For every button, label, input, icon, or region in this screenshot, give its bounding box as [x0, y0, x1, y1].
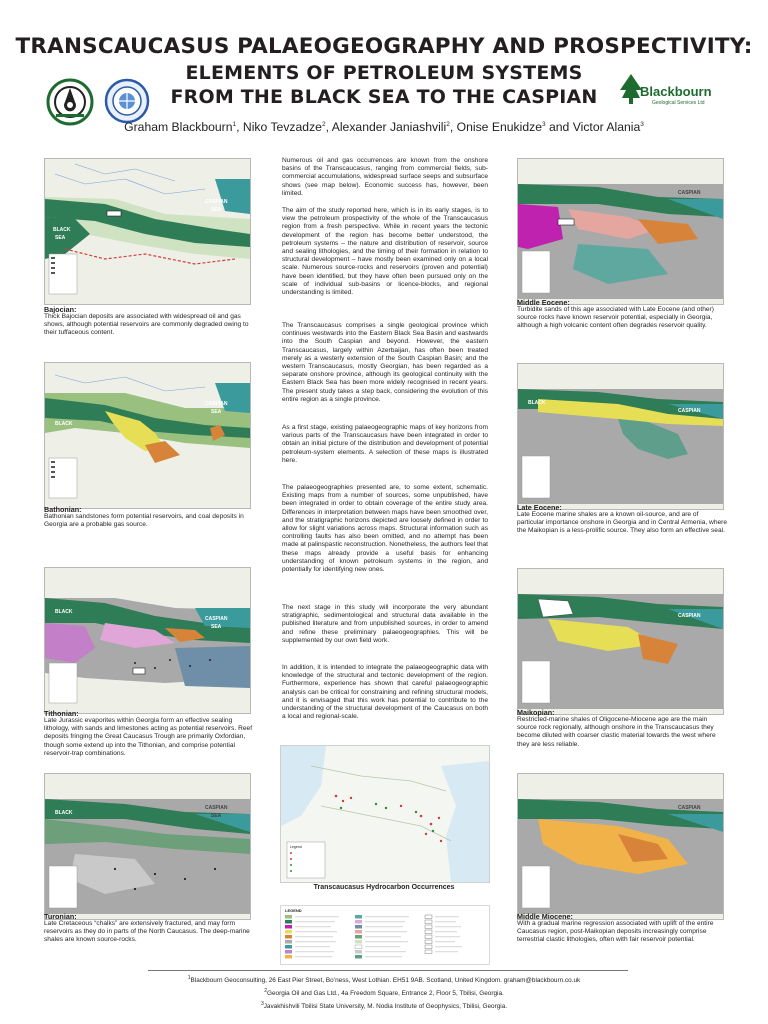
- body-paragraph: The palaeogeographies presented are, to some extent, schematic. Existing maps from a number of sources, some unpublished, have been integrated in order to obtain coverage of the entire study area. Differences in interpretation between maps have been smoothed over, and the stratigraphic horizons depicted are loosely defined in order to allow for slight variations across maps. Structural information such as controlling faults has also been omitted, and no attempt has been made at palinspastic reconstruction. Nonetheless, the authors feel that these maps already provide a useful basis for enhancing understanding of known petroleum systems in the region, and potentially for identifying new ones.: [282, 484, 488, 574]
- map-heading: Middle Miocene:: [517, 912, 573, 921]
- map-label-black: BLACK: [55, 421, 73, 427]
- hydrocarbon-occurrences-map: [280, 745, 490, 883]
- map-label-black: BLACK: [53, 227, 71, 233]
- author-affiliation: 2: [321, 120, 326, 128]
- footer-affiliation-text: Javakhishvili Tbilisi State University, M. Nodia Institute of Geophysics, Tbilisi, Georgia.: [263, 1003, 508, 1011]
- turonian-map: [44, 773, 251, 920]
- footer-affiliation-2: [0, 988, 768, 997]
- bajocian-map: [44, 158, 251, 305]
- map-label-sea: SEA: [211, 813, 222, 819]
- body-paragraph: Numerous oil and gas occurrences are known from the onshore basins of the Transcaucasus, ranging from commercial fields, sub-commercial accumulations, widespread surface seeps and subsurface shows (see map below). Economic success has, however, been limited.: [282, 157, 488, 197]
- map-label-caspian: CASPIAN: [678, 613, 701, 619]
- map-caption: Late Eocene marine shales are a known oil-source, and are of particular importance onshore in Georgia and in Central Armenia, where the Maikopian is a less-prolific source. They also form an effective seal.: [517, 511, 728, 535]
- maikopian-map: [517, 568, 724, 715]
- map-label-caspian: CASPIAN: [205, 401, 228, 407]
- poster-title-line3: FROM THE BLACK SEA TO THE CASPIAN: [170, 86, 598, 108]
- hydrocarbon-map-caption: Transcaucasus Hydrocarbon Occurrences: [313, 884, 455, 891]
- map-caption: With a gradual marine regression associated with uplift of the entire Caucasus region, post-Maikopian deposits increasingly comprise terrestrial clastic lithologies, often with fair reservoir potential.: [517, 920, 714, 944]
- poster-title-line2: ELEMENTS OF PETROLEUM SYSTEMS: [185, 62, 583, 84]
- map-label-sea: SEA: [211, 409, 222, 415]
- map-heading: Bathonian:: [44, 505, 82, 514]
- footer-affiliation-number: 2: [264, 988, 267, 994]
- footer-affiliation-number: 1: [187, 975, 191, 981]
- map-heading: Middle Eocene:: [517, 298, 570, 307]
- map-label-black: BLACK: [55, 609, 73, 615]
- map-label-caspian: CASPIAN: [678, 190, 701, 196]
- blackbourn-tree-icon: [620, 74, 642, 104]
- author-separator: ,: [236, 120, 243, 134]
- author-name: Victor Alania: [572, 120, 641, 134]
- late-eocene-map: [517, 363, 724, 510]
- map-heading: Tithonian:: [44, 709, 79, 718]
- author-separator: ,: [449, 120, 457, 134]
- university-emblem-icon: [46, 78, 94, 126]
- author-name: Niko Tevzadze: [242, 120, 322, 134]
- map-label-caspian: CASPIAN: [205, 805, 228, 811]
- palaeogeography-legend: [280, 905, 490, 965]
- footer-divider: [148, 970, 628, 971]
- map-heading: Late Eocene:: [517, 503, 562, 512]
- map-heading: Bajocian:: [44, 305, 77, 314]
- map-label-caspian: CASPIAN: [678, 805, 701, 811]
- map-caption: Late Jurassic evaporites within Georgia form an effective sealing lithology, with sands and limestones acting as potential reservoirs. Reef deposits fringing the Great Caucasus Trough are primarily Oxfordian, though some extend up into the Tithonian, and comprise potential reservoir-trap combinations.: [44, 717, 253, 757]
- author-affiliation: 2: [446, 120, 450, 128]
- blackbourn-logo-subtitle: Geological Services Ltd: [652, 100, 705, 106]
- map-caption: Late Cretaceous “chalks” are extensively fractured, and may form reservoirs as they do in parts of the North Caucasus. The deep-marine shales are known source-rocks.: [44, 920, 250, 944]
- map-label-black: BLACK: [528, 400, 546, 406]
- map-label-black: BLACK: [55, 810, 73, 816]
- author-separator: ,: [325, 120, 332, 134]
- map-caption: Restricted-marine shales of Oligocene-Miocene age are the main source rock regionally, although onshore in the Transcaucasus they become diluted with coarser clastic material towards the west where they are less reliable.: [517, 716, 716, 748]
- map-label-caspian: CASPIAN: [678, 408, 701, 414]
- tithonian-map: [44, 567, 251, 714]
- author-affiliation: 1: [232, 120, 237, 128]
- author-name: Graham Blackbourn: [124, 120, 233, 134]
- map-caption: Thick Bajocian deposits are associated with widespread oil and gas shows, although potential reservoirs are commonly degraded owing to their tuffaceous content.: [44, 313, 249, 337]
- body-paragraph: The next stage in this study will incorporate the very abundant stratigraphic, sedimentological and structural data available in the published literature and from unpublished sources, in order to amend and refine these preliminary palaeogeographies. This will be supplemented by our own field work.: [282, 604, 488, 644]
- author-list: [0, 120, 768, 134]
- bathonian-map: [44, 362, 251, 509]
- hydrocarbon-map-legend-title: Legend: [290, 845, 302, 849]
- blackbourn-logo-text: Blackbourn: [640, 84, 712, 99]
- body-paragraph: The aim of the study reported here, which is in its early stages, is to view the petroleum prospectivity of the whole of the Transcaucasus region from a fresh perspective. While in recent years the tectonic development of the region has become better understood, the petroleum systems – the nature and distribution of reservoir, source and sealing lithologies, and the timing of their formation in relation to structural development – have mostly been examined only on a local scale. Numerous source-rocks and reservoirs (proven and potential) have been identified, but they have often been pursued only on the scale of individual sub-basins or licence-blocks, and regional understanding is limited.: [282, 207, 488, 297]
- middle-miocene-map: [517, 773, 724, 920]
- footer-affiliation-text: Blackbourn Geoconsulting, 26 East Pier Street, Bo’ness, West Lothian. EH51 9AB. Scotland, United Kingdom. graham@blackbourn.co.uk: [190, 977, 581, 985]
- map-heading: Maikopian:: [517, 708, 555, 717]
- author-separator: and: [545, 120, 573, 134]
- footer-affiliation-text: Georgia Oil and Gas Ltd., 4a Freedom Square, Entrance 2, Floor 5, Tbilisi, Georgia.: [266, 990, 504, 998]
- body-paragraph: The Transcaucasus comprises a single geological province which continues westwards into the Eastern Black Sea Basin and eastwards into the South Caspian and beyond. However, the eastern Transcaucasus, largely within Azerbaijan, has often been treated merely as a westerly extension of the South Caspian Basin; and the western Transcaucasus, mostly Georgian, has been regarded as a separate onshore province, although its geological continuity with the Eastern Black Sea has been more widely recognised in recent years. The present study takes a step back, considering the evolution of this entire region as a single province.: [282, 322, 488, 403]
- footer-affiliation-1: [0, 975, 768, 984]
- institute-seal-icon: [104, 78, 150, 124]
- author-name: Alexander Janiashvili: [331, 120, 447, 134]
- footer-affiliation-number: 3: [260, 1001, 264, 1007]
- poster-title-line1: TRANSCAUCASUS PALAEOGEOGRAPHY AND PROSPECTIVITY:: [15, 34, 753, 59]
- map-label-sea: SEA: [55, 235, 66, 241]
- map-label-sea: SEA: [211, 207, 222, 213]
- map-label-caspian: CASPIAN: [205, 199, 228, 205]
- middle-eocene-map: [517, 158, 724, 305]
- map-caption: Turbidite sands of this age associated with Late Eocene (and other) source rocks have known reservoir potential, especially in Georgia, although a high volcanic content often degrades reservoir quality.: [517, 306, 714, 330]
- map-label-caspian: CASPIAN: [205, 616, 228, 622]
- author-affiliation: 3: [640, 120, 644, 128]
- footer-affiliation-3: [0, 1001, 768, 1010]
- map-heading: Turonian:: [44, 912, 77, 921]
- map-caption: Bathonian sandstones form potential reservoirs, and coal deposits in Georgia are a probable gas source.: [44, 513, 244, 529]
- author-name: Onise Enukidze: [456, 120, 542, 134]
- body-paragraph: In addition, it is intended to integrate the palaeogeographic data with knowledge of the structural and tectonic development of the region. Furthermore, experience has shown that careful palaeogeographic analysis can be critical for constraining and refining structural models, and it is envisaged that this work has potential to contribute to the understanding of the structural development of the Caucasus on both a local and regional-scale.: [282, 664, 488, 721]
- body-paragraph: As a first stage, existing palaeogeographic maps of key horizons from various parts of the Transcaucasus have been integrated in order to obtain an initial picture of the distribution and development of potential petroleum-system elements. A selection of these maps is illustrated here.: [282, 424, 488, 464]
- map-label-sea: SEA: [211, 624, 222, 630]
- legend-title: LEGEND: [285, 908, 302, 913]
- author-affiliation: 3: [541, 120, 546, 128]
